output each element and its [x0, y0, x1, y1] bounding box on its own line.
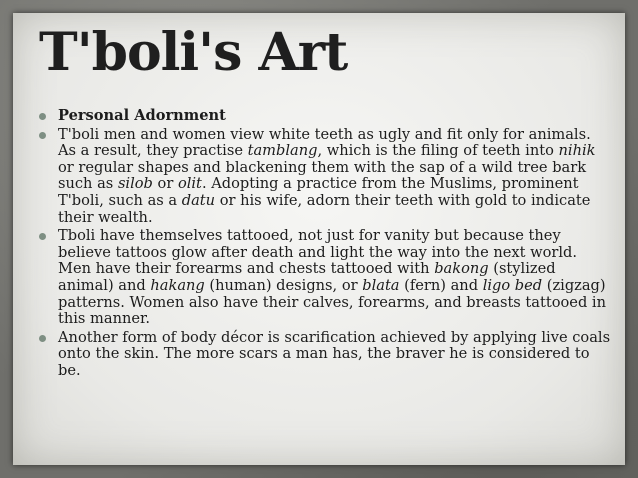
- bullet-text: or his wife, adorn their teeth with gold to indicate their wealth.: [58, 191, 591, 226]
- bullet-dot-icon: [39, 132, 46, 139]
- italic-term: ligo bed: [482, 276, 543, 294]
- slide-title: T'boli's Art: [39, 22, 348, 83]
- bullet-dot-icon: [39, 233, 46, 240]
- italic-term: datu: [181, 191, 216, 209]
- bullet-text: Another form of body décor is scarification achieved by applying live coals onto the skin. The more scars a man has, the braver he is considered to be.: [58, 328, 611, 379]
- bullet-item: [39, 108, 613, 125]
- italic-term: olit: [177, 175, 202, 193]
- bullet-text: Personal Adornment: [58, 107, 226, 124]
- bullet-item: [39, 127, 613, 227]
- bullet-item: [39, 228, 613, 328]
- italic-term: silob: [117, 175, 153, 193]
- bullet-text: (stylized animal) and: [58, 260, 556, 294]
- bullet-text: or regular shapes and blackening them with the sap of a wild tree bark such as: [58, 158, 587, 193]
- italic-term: bakong: [434, 260, 489, 278]
- bullet-text: T'boli men and women view white teeth as ugly and fit only for animals. As a result, they practise: [58, 125, 591, 160]
- italic-term: tamblang: [247, 142, 318, 160]
- bullet-text: Tboli have themselves tattooed, not just for vanity but because they believe tattoos glow after death and light the way into the next world. Men have their forearms and chests tattooed with: [58, 227, 578, 278]
- italic-term: nihik: [558, 142, 596, 160]
- slide: [13, 13, 625, 465]
- bullet-item: [39, 330, 613, 380]
- bullet-text: (fern) and: [399, 276, 483, 294]
- bullet-dot-icon: [39, 335, 46, 342]
- bullet-text: or: [152, 175, 178, 193]
- italic-term: blata: [362, 276, 400, 294]
- italic-term: hakang: [150, 276, 205, 294]
- bullet-text: , which is the filing of teeth into: [317, 142, 559, 160]
- bullet-list: [39, 108, 613, 382]
- bullet-text: (zigzag) patterns. Women also have their calves, forearms, and breasts tattooed in this manner.: [58, 276, 606, 328]
- bullet-dot-icon: [39, 113, 46, 120]
- bullet-text: . Adopting a practice from the Muslims, prominent T'boli, such as a: [58, 175, 579, 209]
- bullet-text: (human) designs, or: [204, 276, 363, 294]
